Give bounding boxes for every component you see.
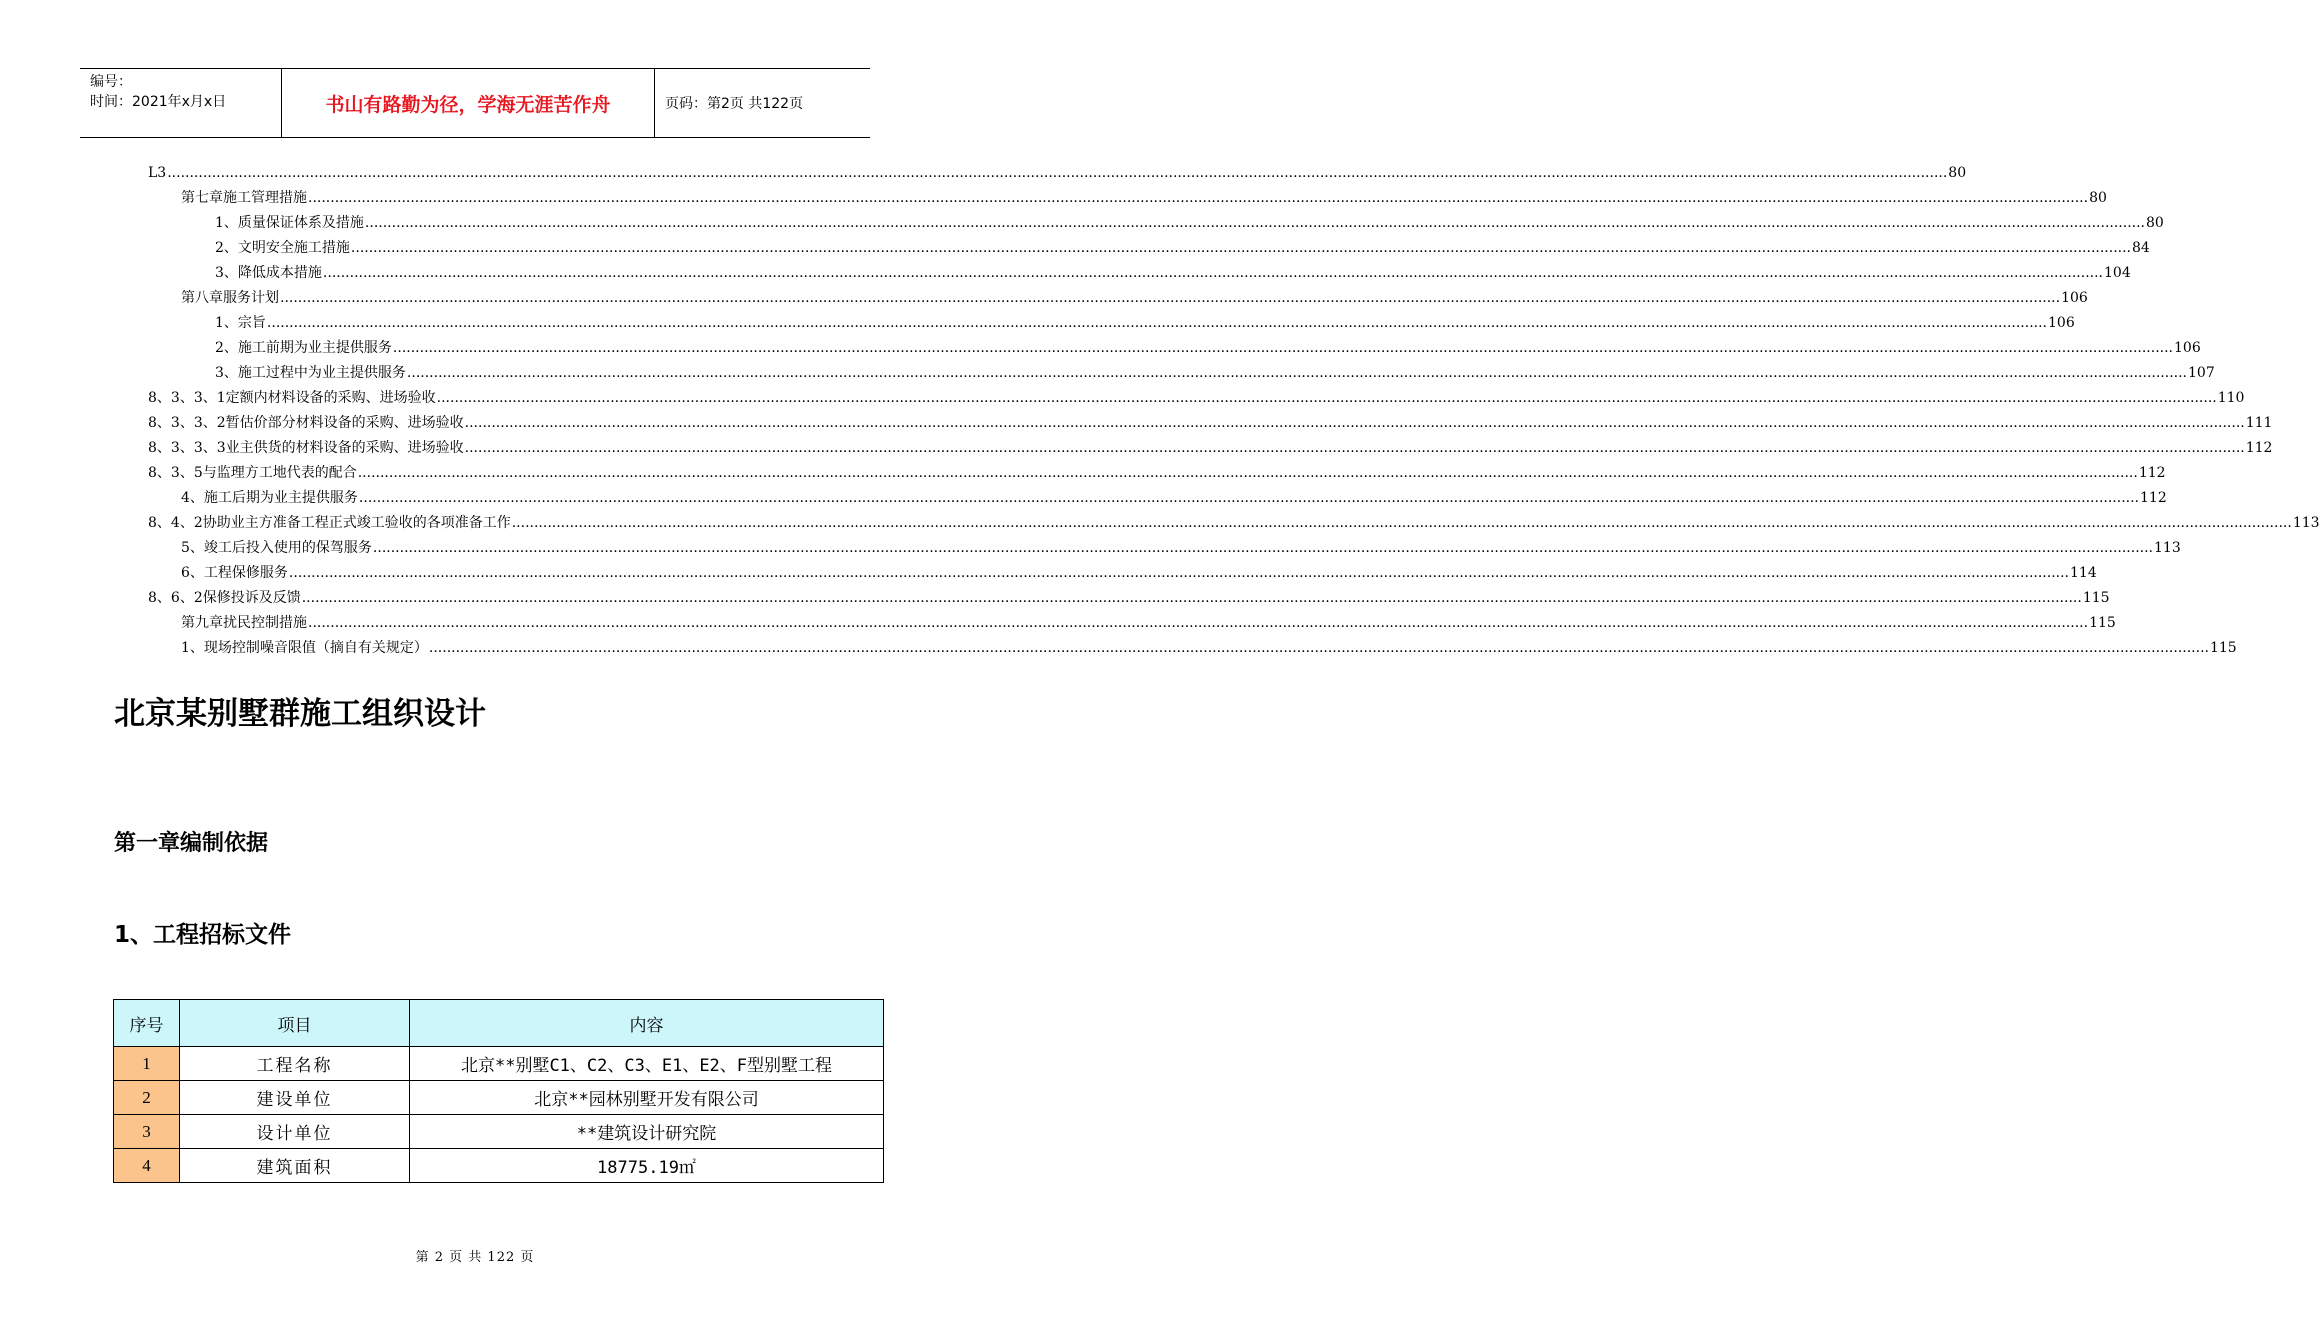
toc-entry[interactable] xyxy=(148,383,2245,407)
toc-entry[interactable] xyxy=(148,158,1967,182)
toc-entry[interactable] xyxy=(215,233,2150,257)
document-title: 北京某别墅群施工组织设计 xyxy=(114,696,486,732)
toc-entry-text: 2、文明安全施工措施 xyxy=(215,240,350,256)
header-motto: 书山有路勤为径，学海无涯苦作舟 xyxy=(282,69,655,137)
chapter-heading: 第一章编制依据 xyxy=(114,831,269,856)
toc-leader: ................................................................................................................................................................................................................................................................................................................................................................................................................ xyxy=(392,340,2173,356)
toc-leader: ................................................................................................................................................................................................................................................................................................................................................................................................................ xyxy=(364,215,2145,231)
toc-entry-text: 1、宗旨 xyxy=(215,315,266,331)
toc-entry[interactable] xyxy=(181,533,2181,557)
toc-entry[interactable] xyxy=(148,583,2110,607)
cell-seq: 2 xyxy=(114,1081,180,1115)
cell-seq: 3 xyxy=(114,1115,180,1149)
toc-leader: ................................................................................................................................................................................................................................................................................................................................................................................................................ xyxy=(288,565,2069,581)
toc-leader: ................................................................................................................................................................................................................................................................................................................................................................................................................ xyxy=(280,290,2061,306)
toc-entry-page: 80 xyxy=(1948,165,1967,181)
header-meta xyxy=(80,69,282,137)
toc-leader: ................................................................................................................................................................................................................................................................................................................................................................................................................ xyxy=(436,390,2217,406)
toc-entry-text: 8、3、3、2暂估价部分材料设备的采购、进场验收 xyxy=(148,415,464,431)
toc-entry-page: 111 xyxy=(2245,415,2273,431)
toc-entry-text: 2、施工前期为业主提供服务 xyxy=(215,340,392,356)
toc-leader: ................................................................................................................................................................................................................................................................................................................................................................................................................ xyxy=(301,590,2082,606)
toc-entry-page: 80 xyxy=(2146,215,2164,231)
toc-entry-text: 8、6、2保修投诉及反馈 xyxy=(148,590,301,606)
toc-leader: ................................................................................................................................................................................................................................................................................................................................................................................................................ xyxy=(350,240,2131,256)
toc-entry-page: 113 xyxy=(2292,515,2320,531)
toc-entry-page: 106 xyxy=(2174,340,2201,356)
toc-entry-text: 第九章扰民控制措施 xyxy=(181,615,307,631)
column-header-content: 内容 xyxy=(410,1000,884,1047)
date-label: 时间：2021年x月x日 xyxy=(90,94,227,110)
toc-entry[interactable] xyxy=(181,283,2088,307)
toc-entry[interactable] xyxy=(215,333,2201,357)
toc-entry-text: 8、3、5与监理方工地代表的配合 xyxy=(148,465,357,481)
toc-leader: ................................................................................................................................................................................................................................................................................................................................................................................................................ xyxy=(358,490,2139,506)
table-header-row xyxy=(114,1000,884,1047)
toc-entry-page: 104 xyxy=(2104,265,2131,281)
toc-entry[interactable] xyxy=(215,258,2131,282)
cell-seq: 1 xyxy=(114,1047,180,1081)
toc-leader: ................................................................................................................................................................................................................................................................................................................................................................................................................ xyxy=(266,315,2047,331)
cell-item: 工程名称 xyxy=(180,1047,410,1081)
page-header xyxy=(80,68,870,138)
header-page-info: 页码：第2页 共122页 xyxy=(665,96,804,112)
toc-leader: ................................................................................................................................................................................................................................................................................................................................................................................................................ xyxy=(357,465,2138,481)
project-info-table xyxy=(113,999,884,1183)
toc-entry-page: 115 xyxy=(2209,640,2237,656)
toc-entry-text: 3、降低成本措施 xyxy=(215,265,322,281)
toc-leader: ................................................................................................................................................................................................................................................................................................................................................................................................................ xyxy=(406,365,2187,381)
toc-entry-page: 80 xyxy=(2089,190,2107,206)
cell-content: 北京**园林别墅开发有限公司 xyxy=(410,1081,884,1115)
toc-entry-text: 3、施工过程中为业主提供服务 xyxy=(215,365,406,381)
toc-entry[interactable] xyxy=(181,183,2107,207)
table-row xyxy=(114,1115,884,1149)
column-header-seq: 序号 xyxy=(114,1000,180,1047)
toc-entry-text: L3 xyxy=(148,165,167,181)
cell-item: 建筑面积 xyxy=(180,1149,410,1183)
toc-leader: ................................................................................................................................................................................................................................................................................................................................................................................................................ xyxy=(511,515,2292,531)
toc-entry-page: 84 xyxy=(2132,240,2150,256)
toc-leader: ................................................................................................................................................................................................................................................................................................................................................................................................................ xyxy=(372,540,2153,556)
toc-entry-page: 115 xyxy=(2089,615,2116,631)
toc-entry-text: 6、工程保修服务 xyxy=(181,565,288,581)
toc-entry[interactable] xyxy=(148,458,2166,482)
toc-leader: ................................................................................................................................................................................................................................................................................................................................................................................................................ xyxy=(308,190,2089,206)
toc-leader: ................................................................................................................................................................................................................................................................................................................................................................................................................ xyxy=(322,265,2103,281)
toc-entry[interactable] xyxy=(181,483,2167,507)
toc-entry-text: 8、3、3、3业主供货的材料设备的采购、进场验收 xyxy=(148,440,464,456)
toc-entry-page: 110 xyxy=(2217,390,2245,406)
table-row xyxy=(114,1047,884,1081)
toc-entry-text: 1、现场控制噪音限值（摘自有关规定） xyxy=(181,640,428,656)
toc-entry[interactable] xyxy=(181,608,2116,632)
cell-seq: 4 xyxy=(114,1149,180,1183)
toc-leader: ................................................................................................................................................................................................................................................................................................................................................................................................................ xyxy=(167,165,1948,181)
toc-entry-text: 第八章服务计划 xyxy=(181,290,279,306)
toc-entry-page: 106 xyxy=(2048,315,2075,331)
cell-content: 18775.19㎡ xyxy=(410,1149,884,1183)
toc-leader: ................................................................................................................................................................................................................................................................................................................................................................................................................ xyxy=(308,615,2089,631)
toc-entry[interactable] xyxy=(148,508,2320,532)
toc-entry-page: 115 xyxy=(2082,590,2110,606)
toc-entry-text: 4、施工后期为业主提供服务 xyxy=(181,490,358,506)
toc-entry[interactable] xyxy=(215,308,2075,332)
toc-entry-page: 114 xyxy=(2070,565,2097,581)
toc-entry-page: 107 xyxy=(2188,365,2215,381)
toc-entry-text: 8、3、3、1定额内材料设备的采购、进场验收 xyxy=(148,390,436,406)
cell-content: **建筑设计研究院 xyxy=(410,1115,884,1149)
table-row xyxy=(114,1081,884,1115)
cell-item: 建设单位 xyxy=(180,1081,410,1115)
number-label: 编号： xyxy=(90,74,132,90)
toc-entry[interactable] xyxy=(215,358,2215,382)
cell-item: 设计单位 xyxy=(180,1115,410,1149)
toc-entry-text: 5、竣工后投入使用的保驾服务 xyxy=(181,540,372,556)
toc-entry-page: 113 xyxy=(2154,540,2181,556)
toc-entry-text: 1、质量保证体系及措施 xyxy=(215,215,364,231)
toc-leader: ................................................................................................................................................................................................................................................................................................................................................................................................................ xyxy=(428,640,2209,656)
page-footer: 第 2 页 共 122 页 xyxy=(415,1250,535,1265)
toc-entry-text: 8、4、2协助业主方准备工程正式竣工验收的各项准备工作 xyxy=(148,515,511,531)
toc-leader: ................................................................................................................................................................................................................................................................................................................................................................................................................ xyxy=(464,415,2245,431)
column-header-item: 项目 xyxy=(180,1000,410,1047)
toc-entry-page: 112 xyxy=(2138,465,2166,481)
toc-entry[interactable] xyxy=(148,433,2273,457)
toc-entry[interactable] xyxy=(181,633,2237,657)
toc-entry-page: 112 xyxy=(2140,490,2167,506)
toc-entry[interactable] xyxy=(181,558,2097,582)
toc-leader: ................................................................................................................................................................................................................................................................................................................................................................................................................ xyxy=(464,440,2245,456)
toc-entry-page: 106 xyxy=(2061,290,2088,306)
section-heading: 1、工程招标文件 xyxy=(114,922,292,948)
toc-entry[interactable] xyxy=(215,208,2164,232)
toc-entry-text: 第七章施工管理措施 xyxy=(181,190,307,206)
toc-entry-page: 112 xyxy=(2245,440,2273,456)
table-row xyxy=(114,1149,884,1183)
toc-entry[interactable] xyxy=(148,408,2273,432)
cell-content: 北京**别墅C1、C2、C3、E1、E2、F型别墅工程 xyxy=(410,1047,884,1081)
